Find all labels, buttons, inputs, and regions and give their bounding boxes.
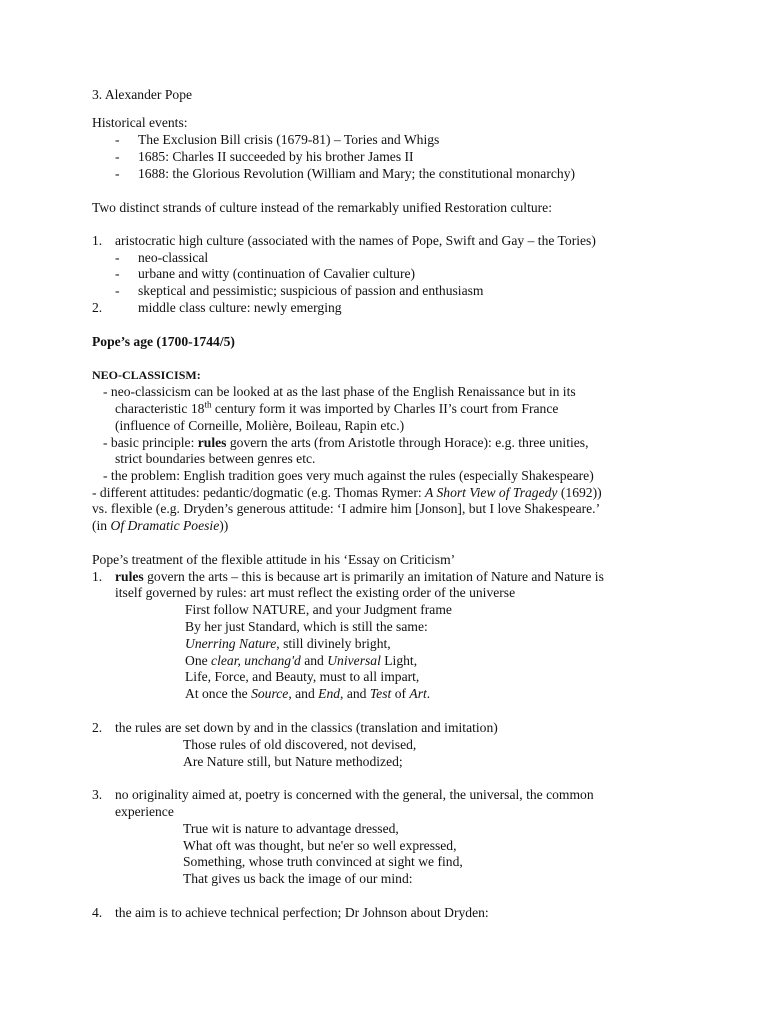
strand-1-sub-item: urbane and witty (continuation of Cavalier culture) (138, 266, 416, 281)
neo-para-4: - different attitudes: pedantic/dogmatic (e.g. Thomas Rymer: A Short View of Tragedy (1692)) (92, 485, 602, 500)
historical-event-item: 1685: Charles II succeeded by his brother James II (138, 149, 414, 164)
essay-item-3: no originality aimed at, poetry is concerned with the general, the universal, the common (115, 787, 594, 802)
verse-line: At once the Source, and End, and Test of Art. (185, 686, 431, 701)
verse-line: First follow NATURE, and your Judgment frame (185, 602, 452, 617)
bullet-dash: - (115, 283, 120, 298)
strand-2-text: middle class culture: newly emerging (138, 300, 342, 315)
list-number: 1. (92, 233, 103, 248)
neo-para-4-cont: (in Of Dramatic Poesie)) (92, 518, 229, 533)
list-number: 2. (92, 720, 103, 735)
verse-line: Unerring Nature, still divinely bright, (185, 636, 391, 651)
neo-para-1-cont: (influence of Corneille, Molière, Boileau, Rapin etc.) (115, 418, 405, 433)
verse-line: Are Nature still, but Nature methodized; (183, 754, 403, 769)
essay-intro: Pope’s treatment of the flexible attitude in his ‘Essay on Criticism’ (92, 552, 456, 567)
neo-para-1-cont: characteristic 18th century form it was imported by Charles II’s court from France (115, 399, 559, 416)
list-number: 4. (92, 905, 103, 920)
historical-event-item: 1688: the Glorious Revolution (William and Mary; the constitutional monarchy) (138, 166, 576, 181)
popes-age-heading: Pope’s age (1700-1744/5) (92, 334, 235, 349)
list-number: 3. (92, 787, 103, 802)
essay-item-4: the aim is to achieve technical perfection; Dr Johnson about Dryden: (115, 905, 489, 920)
strand-1-text: aristocratic high culture (associated with the names of Pope, Swift and Gay – the Tories) (115, 233, 596, 248)
strand-1-sub-item: skeptical and pessimistic; suspicious of passion and enthusiasm (138, 283, 484, 298)
essay-item-3-cont: experience (115, 804, 174, 819)
essay-item-1-cont: itself governed by rules: art must reflect the existing order of the universe (115, 585, 516, 600)
verse-line: What oft was thought, but ne'er so well expressed, (183, 838, 457, 853)
verse-line: By her just Standard, which is still the same: (185, 619, 428, 634)
neo-para-2-cont: strict boundaries between genres etc. (115, 451, 316, 466)
neo-para-4-cont: vs. flexible (e.g. Dryden’s generous attitude: ‘I admire him [Jonson], but I love Shakespeare.’ (92, 501, 601, 516)
section-heading: 3. Alexander Pope (92, 87, 193, 102)
verse-line: Something, whose truth convinced at sight we find, (183, 854, 463, 869)
verse-line: True wit is nature to advantage dressed, (183, 821, 399, 836)
neo-para-3: - the problem: English tradition goes very much against the rules (especially Shakespeare) (103, 468, 594, 483)
essay-item-1: rules govern the arts – this is because art is primarily an imitation of Nature and Nature is (115, 569, 604, 584)
verse-line: Life, Force, and Beauty, must to all impart, (185, 669, 420, 684)
verse-line: That gives us back the image of our mind: (183, 871, 413, 886)
verse-line: One clear, unchang'd and Universal Light, (185, 653, 418, 668)
bullet-dash: - (115, 166, 120, 181)
essay-item-2: the rules are set down by and in the classics (translation and imitation) (115, 720, 498, 735)
list-number: 2. (92, 300, 103, 315)
neo-classicism-heading: NEO-CLASSICISM: (92, 368, 201, 382)
neo-para-1: - neo-classicism can be looked at as the last phase of the English Renaissance but in its (103, 384, 576, 399)
bullet-dash: - (115, 250, 120, 265)
list-number: 1. (92, 569, 103, 584)
bullet-dash: - (115, 132, 120, 147)
historical-events-label: Historical events: (92, 115, 188, 130)
strands-intro: Two distinct strands of culture instead of the remarkably unified Restoration culture: (92, 200, 552, 215)
bullet-dash: - (115, 266, 120, 281)
neo-para-2: - basic principle: rules govern the arts (from Aristotle through Horace): e.g. three unities, (103, 435, 589, 450)
verse-line: Those rules of old discovered, not devised, (183, 737, 417, 752)
historical-event-item: The Exclusion Bill crisis (1679-81) – Tories and Whigs (138, 132, 440, 147)
strand-1-sub-item: neo-classical (138, 250, 209, 265)
bullet-dash: - (115, 149, 120, 164)
